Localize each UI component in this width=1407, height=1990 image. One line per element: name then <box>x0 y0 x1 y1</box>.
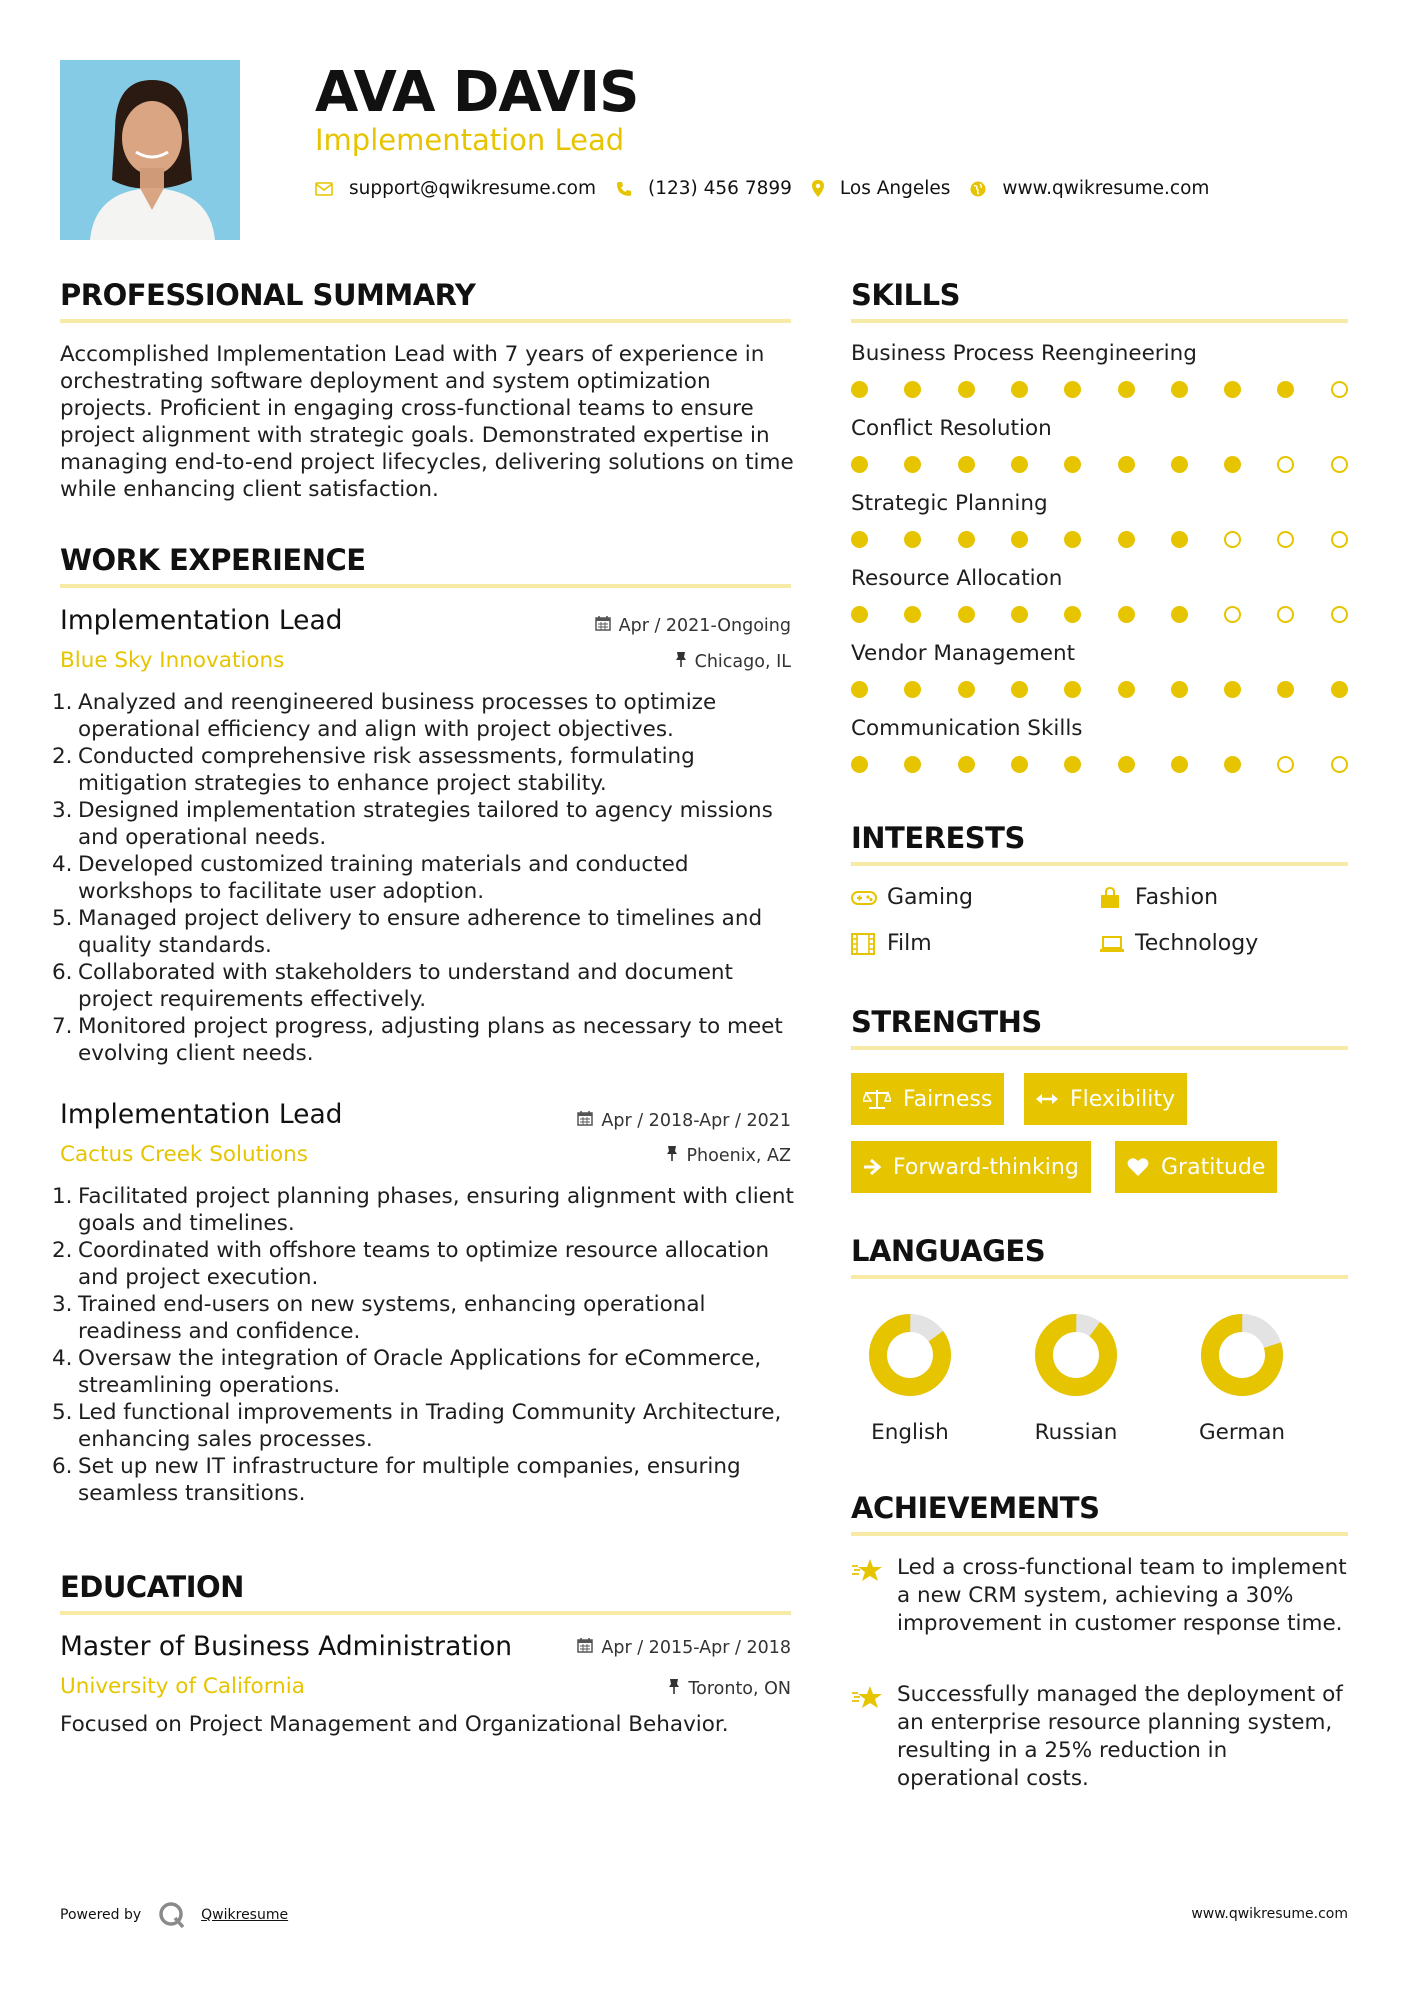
skills-heading: SKILLS <box>851 278 960 312</box>
job-title: Implementation Lead <box>60 605 343 636</box>
skill-rating <box>851 755 1351 775</box>
profile-photo <box>60 60 240 240</box>
rating-dot-empty <box>1331 531 1348 548</box>
interest-label: Film <box>887 931 932 956</box>
contact-bar <box>315 178 1227 199</box>
rating-dot-filled <box>1064 681 1081 698</box>
envelope-icon <box>315 182 333 196</box>
skills-divider <box>851 319 1348 323</box>
rating-dot-filled <box>904 531 921 548</box>
job-company: Blue Sky Innovations <box>60 648 285 673</box>
rating-dot-filled <box>1011 681 1028 698</box>
job-location <box>666 1145 791 1166</box>
job-date-text: Apr / 2018-Apr / 2021 <box>601 1110 791 1131</box>
list-text: Led functional improvements in Trading Community Architecture, enhancing sales processes. <box>78 1400 782 1452</box>
footer-website[interactable]: www.qwikresume.com <box>1191 1906 1348 1922</box>
rating-dot-filled <box>1011 606 1028 623</box>
rating-dot-filled <box>851 756 868 773</box>
shopping-bag-icon <box>1099 887 1135 909</box>
rating-dot-filled <box>1011 531 1028 548</box>
education-description: Focused on Project Management and Organizational Behavior. <box>60 1712 729 1737</box>
rating-dot-filled <box>1118 531 1135 548</box>
list-item <box>52 1183 802 1237</box>
rating-dot-filled <box>904 606 921 623</box>
rating-dot-empty <box>1277 456 1294 473</box>
calendar-icon <box>577 1110 593 1131</box>
rating-dot-empty <box>1224 606 1241 623</box>
job-location-text: Phoenix, AZ <box>686 1145 791 1166</box>
rating-dot-filled <box>904 756 921 773</box>
rating-dot-filled <box>1118 456 1135 473</box>
list-number: 3. <box>52 798 73 823</box>
rating-dot-filled <box>851 381 868 398</box>
rating-dot-empty <box>1331 756 1348 773</box>
strengths-divider <box>851 1046 1348 1050</box>
rating-dot-filled <box>958 606 975 623</box>
list-text: Conducted comprehensive risk assessments, formulating mitigation strategies to enhance project stability. <box>78 744 695 796</box>
skill-rating <box>851 680 1351 700</box>
language-gauge <box>865 1310 955 1400</box>
language-item <box>1182 1310 1302 1445</box>
skill-name: Strategic Planning <box>851 491 1048 516</box>
interests-divider <box>851 862 1348 866</box>
list-number: 7. <box>52 1014 73 1039</box>
laptop-icon <box>1099 935 1135 953</box>
rating-dot-filled <box>1064 456 1081 473</box>
education-degree: Master of Business Administration <box>60 1631 513 1662</box>
contact-location <box>812 178 951 199</box>
rating-dot-empty <box>1277 756 1294 773</box>
rating-dot-filled <box>1064 531 1081 548</box>
list-number: 2. <box>52 744 73 769</box>
phone-text: (123) 456 7899 <box>648 178 792 199</box>
job-date-text: Apr / 2021-Ongoing <box>618 615 791 636</box>
rating-dot-filled <box>958 756 975 773</box>
pushpin-icon <box>675 651 687 672</box>
rating-dot-filled <box>1224 381 1241 398</box>
rating-dot-filled <box>851 681 868 698</box>
strength-label: Fairness <box>903 1086 993 1112</box>
list-number: 5. <box>52 1400 73 1425</box>
skill-rating <box>851 380 1351 400</box>
rating-dot-filled <box>1224 456 1241 473</box>
rating-dot-empty <box>1331 606 1348 623</box>
language-gauge <box>1031 1310 1121 1400</box>
rating-dot-filled <box>958 456 975 473</box>
qwikresume-logo-icon <box>157 1900 187 1930</box>
list-text: Monitored project progress, adjusting plans as necessary to meet evolving client needs. <box>78 1014 783 1066</box>
interest-label: Fashion <box>1135 885 1219 910</box>
rating-dot-filled <box>904 681 921 698</box>
list-number: 6. <box>52 1454 73 1479</box>
summary-text: Accomplished Implementation Lead with 7 years of experience in orchestrating software deployment and system optimization projects. Proficient in engaging cross-functional teams to ensure project alignment with strategic goals. Demonstrated expertise in managing end-to-end project lifecycles, delivering solutions on time while enhancing client satisfaction. <box>60 342 794 502</box>
rating-dot-filled <box>1064 606 1081 623</box>
rating-dot-filled <box>1171 531 1188 548</box>
education-heading: EDUCATION <box>60 1570 244 1604</box>
rating-dot-empty <box>1331 381 1348 398</box>
list-text: Analyzed and reengineered business processes to optimize operational efficiency and align with project objectives. <box>78 690 717 742</box>
interest-label: Gaming <box>887 885 973 910</box>
education-date <box>577 1637 791 1658</box>
language-item <box>1016 1310 1136 1445</box>
contact-phone[interactable] <box>616 178 792 199</box>
interest-label: Technology <box>1135 931 1259 956</box>
education-location <box>668 1678 791 1699</box>
map-marker-icon <box>812 180 824 197</box>
job-title: Implementation Lead <box>60 1099 343 1130</box>
strength-tag-flexibility <box>1024 1073 1187 1125</box>
list-number: 4. <box>52 852 73 877</box>
list-text: Collaborated with stakeholders to understand and document project requirements effectively. <box>78 960 733 1012</box>
list-number: 6. <box>52 960 73 985</box>
rating-dot-filled <box>1064 756 1081 773</box>
rating-dot-filled <box>1011 456 1028 473</box>
heart-icon <box>1127 1157 1149 1177</box>
gauge-fill <box>865 1310 954 1399</box>
language-name: Russian <box>1034 1420 1118 1445</box>
rating-dot-filled <box>1064 381 1081 398</box>
job-date <box>577 1110 791 1131</box>
rating-dot-empty <box>1277 606 1294 623</box>
skill-name: Business Process Reengineering <box>851 341 1197 366</box>
rating-dot-filled <box>1224 681 1241 698</box>
rating-dot-filled <box>1277 681 1294 698</box>
list-text: Facilitated project planning phases, ensuring alignment with client goals and timelines. <box>78 1184 794 1236</box>
summary-divider <box>60 319 791 323</box>
rating-dot-filled <box>1171 456 1188 473</box>
languages-divider <box>851 1275 1348 1279</box>
rating-dot-filled <box>958 381 975 398</box>
job-bullets <box>52 689 802 1067</box>
interest-item-film <box>851 930 932 958</box>
list-item <box>52 1453 802 1507</box>
skill-name: Vendor Management <box>851 641 1075 666</box>
job-company: Cactus Creek Solutions <box>60 1142 309 1167</box>
achievements-divider <box>851 1532 1348 1536</box>
list-item <box>52 1345 802 1399</box>
strength-label: Flexibility <box>1070 1086 1175 1112</box>
powered-by-text: Powered by <box>60 1907 142 1923</box>
rating-dot-empty <box>1224 531 1241 548</box>
list-item <box>52 851 802 905</box>
list-number: 2. <box>52 1238 73 1263</box>
qwikresume-link[interactable]: Qwikresume <box>201 1907 289 1923</box>
list-item <box>52 689 802 743</box>
achievements-heading: ACHIEVEMENTS <box>851 1491 1100 1525</box>
arrow-right-icon <box>863 1158 881 1176</box>
rating-dot-filled <box>1224 756 1241 773</box>
list-number: 3. <box>52 1292 73 1317</box>
rating-dot-filled <box>1331 681 1348 698</box>
summary-heading: PROFESSIONAL SUMMARY <box>60 278 476 312</box>
list-item <box>52 905 802 959</box>
list-number: 1. <box>52 690 73 715</box>
rating-dot-filled <box>851 531 868 548</box>
website-text: www.qwikresume.com <box>1002 178 1210 199</box>
gamepad-icon <box>851 890 887 906</box>
rating-dot-filled <box>1011 756 1028 773</box>
list-item <box>52 1291 802 1345</box>
calendar-icon <box>595 615 611 636</box>
education-divider <box>60 1611 791 1615</box>
rating-dot-filled <box>958 681 975 698</box>
job-bullets <box>52 1183 802 1507</box>
arrows-horizontal-icon <box>1036 1092 1058 1106</box>
skill-name: Resource Allocation <box>851 566 1063 591</box>
language-name: English <box>871 1420 949 1445</box>
job-location-text: Chicago, IL <box>694 651 791 672</box>
list-text: Set up new IT infrastructure for multiple companies, ensuring seamless transitions. <box>78 1454 741 1506</box>
language-item <box>850 1310 970 1445</box>
skill-name: Communication Skills <box>851 716 1083 741</box>
strength-label: Forward-thinking <box>893 1154 1079 1180</box>
globe-icon <box>970 181 986 197</box>
skill-rating <box>851 605 1351 625</box>
job-date <box>595 615 791 636</box>
rating-dot-empty <box>1277 531 1294 548</box>
pushpin-icon <box>666 1145 678 1166</box>
strengths-heading: STRENGTHS <box>851 1005 1042 1039</box>
star-icon <box>851 1554 897 1638</box>
rating-dot-filled <box>1011 381 1028 398</box>
phone-icon <box>616 181 632 197</box>
rating-dot-filled <box>851 606 868 623</box>
list-text: Trained end-users on new systems, enhancing operational readiness and confidence. <box>78 1292 706 1344</box>
strength-tag-fairness <box>851 1073 1004 1125</box>
rating-dot-filled <box>904 381 921 398</box>
list-item <box>52 959 802 1013</box>
strength-tag-gratitude <box>1115 1141 1277 1193</box>
education-school: University of California <box>60 1674 305 1699</box>
experience-divider <box>60 584 791 588</box>
candidate-title: Implementation Lead <box>315 123 625 157</box>
rating-dot-filled <box>1118 756 1135 773</box>
list-text: Developed customized training materials and conducted workshops to facilitate user adoption. <box>78 852 689 904</box>
strength-tag-forward-thinking <box>851 1141 1091 1193</box>
list-text: Coordinated with offshore teams to optimize resource allocation and project execution. <box>78 1238 770 1290</box>
interest-item-technology <box>1099 930 1258 958</box>
list-item <box>52 1013 802 1067</box>
rating-dot-filled <box>1171 756 1188 773</box>
contact-website[interactable] <box>970 178 1209 199</box>
rating-dot-filled <box>1277 381 1294 398</box>
rating-dot-filled <box>851 456 868 473</box>
star-icon <box>851 1681 897 1793</box>
rating-dot-filled <box>1171 606 1188 623</box>
interest-item-gaming <box>851 884 973 912</box>
education-location-text: Toronto, ON <box>688 1678 791 1699</box>
interests-heading: INTERESTS <box>851 821 1025 855</box>
skill-rating <box>851 530 1351 550</box>
list-text: Managed project delivery to ensure adherence to timelines and quality standards. <box>78 906 763 958</box>
skill-rating <box>851 455 1351 475</box>
list-item <box>52 1399 802 1453</box>
email-text: support@qwikresume.com <box>349 178 596 199</box>
list-text: Designed implementation strategies tailored to agency missions and operational needs. <box>78 798 773 850</box>
achievement-item <box>851 1554 1351 1638</box>
achievement-text: Successfully managed the deployment of an enterprise resource planning system, resulting in a 25% reduction in operational costs. <box>897 1682 1343 1791</box>
strength-label: Gratitude <box>1161 1154 1266 1180</box>
achievement-text: Led a cross-functional team to implement a new CRM system, achieving a 30% improvement in customer response time. <box>897 1555 1347 1636</box>
experience-heading: WORK EXPERIENCE <box>60 543 366 577</box>
achievement-item <box>851 1681 1351 1793</box>
languages-heading: LANGUAGES <box>851 1234 1046 1268</box>
location-text: Los Angeles <box>839 178 951 199</box>
skill-name: Conflict Resolution <box>851 416 1052 441</box>
contact-email[interactable] <box>315 178 596 199</box>
rating-dot-empty <box>1331 456 1348 473</box>
list-item <box>52 743 802 797</box>
language-name: German <box>1198 1420 1286 1445</box>
rating-dot-filled <box>1118 606 1135 623</box>
rating-dot-filled <box>1171 681 1188 698</box>
pushpin-icon <box>668 1678 680 1699</box>
rating-dot-filled <box>958 531 975 548</box>
list-number: 4. <box>52 1346 73 1371</box>
rating-dot-filled <box>1118 381 1135 398</box>
candidate-name: AVA DAVIS <box>315 60 639 125</box>
list-number: 5. <box>52 906 73 931</box>
film-icon <box>851 933 887 955</box>
education-date-text: Apr / 2015-Apr / 2018 <box>601 1637 791 1658</box>
balance-scale-icon <box>863 1088 891 1110</box>
rating-dot-filled <box>1171 381 1188 398</box>
footer-powered-by <box>60 1900 288 1930</box>
language-gauge <box>1197 1310 1287 1400</box>
list-number: 1. <box>52 1184 73 1209</box>
rating-dot-filled <box>1118 681 1135 698</box>
gauge-fill <box>1031 1310 1120 1399</box>
calendar-icon <box>577 1637 593 1658</box>
list-text: Oversaw the integration of Oracle Applications for eCommerce, streamlining operations. <box>78 1346 762 1398</box>
list-item <box>52 797 802 851</box>
job-location <box>675 651 791 672</box>
interest-item-fashion <box>1099 884 1218 912</box>
rating-dot-filled <box>904 456 921 473</box>
list-item <box>52 1237 802 1291</box>
